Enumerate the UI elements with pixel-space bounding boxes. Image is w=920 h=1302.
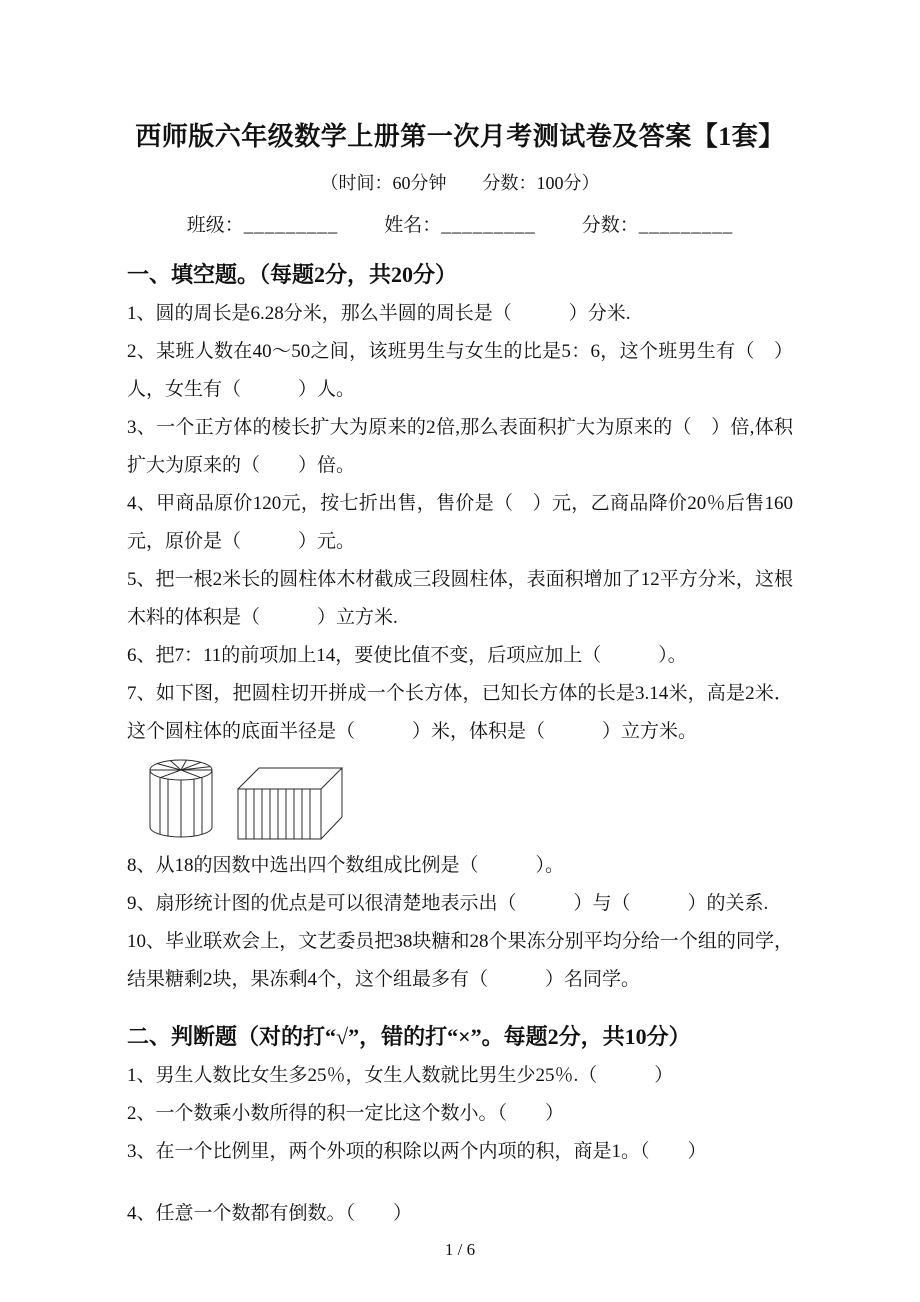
section2-heading: 二、判断题（对的打“√”，错的打“×”。每题2分，共10分） bbox=[127, 1024, 691, 1049]
fill-blank-item-3: 3、一个正方体的棱长扩大为原来的2倍,那么表面积扩大为原来的（ ）倍,体积扩大为原来的（ ）倍。 bbox=[127, 417, 793, 476]
judge-item-4: 4、任意一个数都有倒数。（ ） bbox=[127, 1203, 413, 1224]
fill-blank-item-9: 9、扇形统计图的优点是可以很清楚地表示出（ ）与（ ）的关系. bbox=[127, 893, 769, 914]
score-label: 分数： bbox=[581, 215, 639, 236]
fill-blank-item-5: 5、把一根2米长的圆柱体木材截成三段圆柱体，表面积增加了12平方分米，这根木料的体积是（ ）立方米. bbox=[127, 569, 793, 628]
section1-heading: 一、填空题。（每题2分，共20分） bbox=[127, 262, 458, 287]
exam-meta: （时间：60分钟 分数：100分） bbox=[320, 173, 600, 193]
paper-body bbox=[127, 255, 793, 1233]
fill-blank-item-6: 6、把7：11的前项加上14，要使比值不变，后项应加上（ ）。 bbox=[127, 645, 687, 666]
judge-item-3: 3、在一个比例里，两个外项的积除以两个内项的积，商是1。（ ） bbox=[127, 1141, 707, 1162]
class-blank: _________ bbox=[243, 215, 339, 236]
name-label: 姓名： bbox=[384, 215, 442, 236]
class-field bbox=[187, 210, 339, 237]
fill-blank-item-4: 4、甲商品原价120元，按七折出售，售价是（ ）元，乙商品降价20％后售160元，原价是（ ）元。 bbox=[127, 493, 793, 552]
fill-blank-item-8: 8、从18的因数中选出四个数组成比例是（ ）。 bbox=[127, 855, 565, 876]
student-info-row bbox=[0, 210, 920, 237]
page-number: 1 / 6 bbox=[444, 1240, 476, 1259]
class-label: 班级： bbox=[186, 215, 244, 236]
fill-blank-item-10: 10、毕业联欢会上，文艺委员把38块糖和28个果冻分别平均分给一个组的同学，结果糖剩2块，果冻剩4个，这个组最多有（ ）名同学。 bbox=[127, 931, 793, 990]
fill-blank-item-1: 1、圆的周长是6.28分米，那么半圆的周长是（ ）分米. bbox=[127, 303, 631, 324]
score-blank: _________ bbox=[638, 215, 734, 236]
fill-blank-item-2: 2、某班人数在40～50之间，该班男生与女生的比是5：6，这个班男生有（ ）人，女生有（ ）人。 bbox=[127, 341, 793, 400]
judge-item-1: 1、男生人数比女生多25％，女生人数就比男生少25％.（ ） bbox=[127, 1065, 674, 1086]
fill-blank-item-7: 7、如下图，把圆柱切开拼成一个长方体，已知长方体的长是3.14米，高是2米．这个圆柱体的底面半径是（ ）米，体积是（ ）立方米。 bbox=[127, 683, 793, 742]
name-blank: _________ bbox=[441, 215, 536, 236]
cylinder-wedges-diagram bbox=[145, 757, 217, 843]
name-field bbox=[384, 210, 536, 237]
score-field bbox=[582, 210, 734, 237]
question7-figure bbox=[127, 751, 793, 847]
judge-item-2: 2、一个数乘小数所得的积一定比这个数小。（ ） bbox=[127, 1103, 565, 1124]
rectangular-prism-diagram bbox=[231, 761, 347, 843]
page-title: 西师版六年级数学上册第一次月考测试卷及答案【1套】 bbox=[135, 122, 785, 151]
